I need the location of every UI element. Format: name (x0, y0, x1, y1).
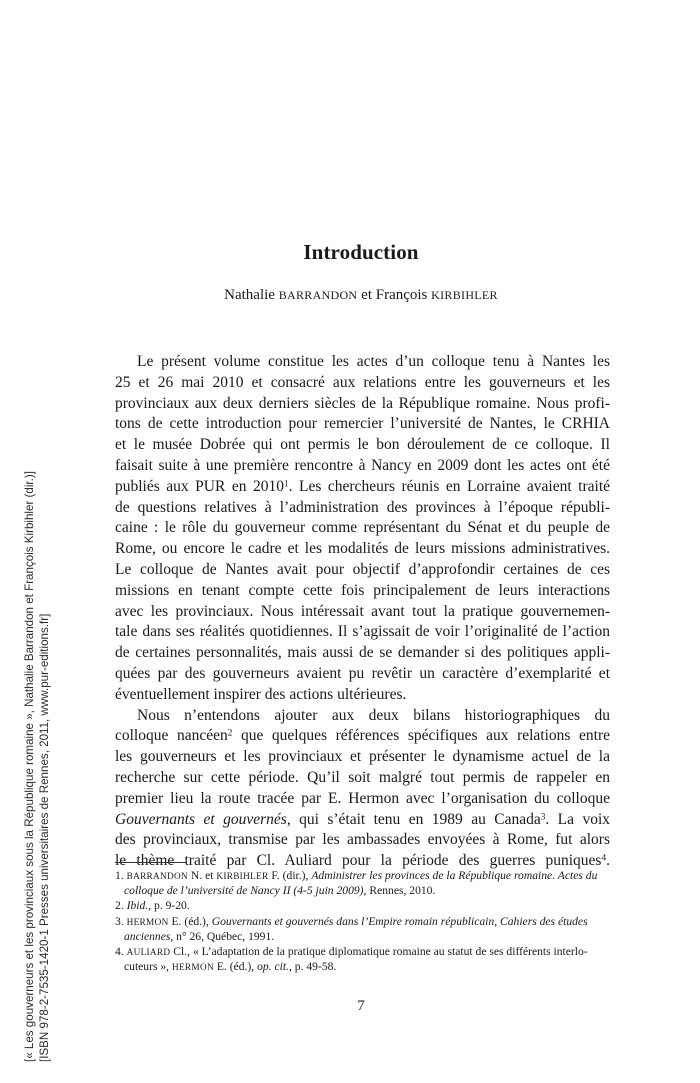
body-line: missions en tenant compte cette fois principalement de leurs interactions (115, 581, 610, 599)
body-line: de certaines personnalités, mais aussi de se demander si des politiques appli- (115, 644, 610, 662)
footnote-ref-3[interactable]: 3 (540, 811, 546, 822)
footnote-3-cont (115, 929, 610, 944)
text-run: N. et (188, 869, 217, 882)
citation-line-1: [« Les gouverneurs et les provinciaux sous la République romaine », Nathalie Barrandon et François Kirbihler (dir.)] (23, 471, 36, 1062)
text-run: F. (dir.), (268, 869, 312, 882)
author2-first-name: François (375, 287, 428, 303)
body-line: et le musée Dobrée qui ont permis le bon déroulement de ce colloque. Il (115, 436, 610, 454)
fn-author: KIRBIHLER (216, 872, 269, 882)
footnote-1-cont (115, 883, 610, 898)
footnote-number: 2. (115, 899, 124, 913)
fn-author: HERMON (126, 917, 169, 928)
body-line: recherche sur cette période. Qu’il soit malgré tout permis de rappeler en (115, 768, 610, 786)
text-run: que quelques références spécifiques aux relations entre (232, 727, 610, 745)
fn-author: HERMON (171, 963, 214, 974)
text-run: , qui s’était tenu en 1989 au Canada (286, 810, 541, 828)
footnote-number: 3. (115, 914, 124, 928)
footnote-1 (115, 868, 610, 883)
citation-line-2: [ISBN 978-2-7535-1420-1 Presses universitaires de Rennes, 2011, www.pur-editions.fr] (38, 613, 51, 1062)
footnote-4 (115, 944, 610, 959)
fn-title: Gouvernants et gouvernés dans l’Empire romain républicain, Cahiers des études (211, 914, 588, 928)
body-line: faisait suite à une première rencontre à Nancy en 2009 dont les actes ont été (115, 456, 610, 474)
fn-title: colloque de l’université de Nancy II (4-5 juin 2009) (124, 884, 364, 898)
text-run: colloque nancéen (115, 727, 228, 745)
author2-last-name: KIRBIHLER (431, 288, 498, 302)
footnote-ref-1[interactable]: 1 (283, 479, 289, 490)
chapter-title: Introduction (303, 240, 419, 264)
text-run: . La voix (545, 810, 611, 828)
fn-opcit: op. cit. (257, 960, 289, 974)
body-line (115, 810, 610, 831)
text-run: . (606, 852, 610, 870)
author1-first-name: Nathalie (224, 287, 275, 303)
body-line: les gouverneurs et les provinciaux et présenter le dynamisme actuel de la (115, 748, 610, 766)
body-line: avec les provinciaux. Nous intéressait avant tout la pratique gouvernemen- (115, 602, 610, 620)
footnote-separator (115, 862, 187, 863)
text-run: . Les chercheurs réunis en Lorraine avaient traité (288, 477, 611, 495)
body-line: caine : le rôle du gouverneur comme représentant du Sénat et du peuple de (115, 519, 610, 537)
body-line (115, 726, 610, 747)
body-line: quées par des gouverneurs avaient pu revêtir un caractère d’exemplarité et (115, 664, 610, 682)
body-line: Le présent volume constitue les actes d’un colloque tenu à Nantes les (137, 353, 610, 370)
text-run: cuteurs », (124, 960, 172, 974)
footnote-ref-4[interactable]: 4 (601, 853, 607, 864)
page-number: 7 (357, 998, 365, 1014)
body-line: de questions relatives à l’administration des provinces à l’époque républi- (115, 498, 610, 516)
body-line: tons de cette introduction pour remercier l’université de Nantes, le CRHIA (115, 415, 610, 433)
text-run: E. (éd.), (213, 960, 258, 974)
footnote-3 (115, 914, 610, 929)
fn-author: BARRANDON (126, 872, 188, 882)
text-run: Cl., « L’adaptation de la pratique diplomatique romaine au statut de ses différents interlo- (170, 944, 588, 958)
text-run: , p. 49-58. (288, 960, 337, 974)
fn-title: anciennes (124, 929, 171, 943)
footnote-number: 4. (115, 944, 124, 958)
footnotes (115, 868, 610, 974)
fn-title: Administrer les provinces de la République romaine. Actes du (311, 869, 598, 882)
text-run: E. (éd.), (168, 914, 212, 928)
italic-title: Gouvernants et gouvernés (115, 810, 287, 828)
author-conjunction: et (361, 287, 372, 303)
body-line: premier lieu la route tracée par E. Hermon avec l’organisation du colloque (115, 789, 610, 807)
footnote-2 (115, 898, 610, 913)
body-line: provinciaux aux deux derniers siècles de la République romaine. Nous profi- (115, 394, 610, 412)
text-run: , n° 26, Québec, 1991. (170, 929, 275, 943)
author1-last-name: BARRANDON (278, 288, 358, 302)
body-line: Rome, ou encore le cadre et les modalités de leurs missions administratives. (115, 540, 610, 558)
text-run: le thème traité par Cl. Auliard pour la période des guerres puniques (115, 852, 602, 870)
body-line: Le colloque de Nantes avait pour objectif d’approfondir certaines de ces (115, 560, 610, 578)
footnote-ref-2[interactable]: 2 (227, 728, 233, 739)
fn-author: AULIARD (126, 947, 171, 958)
body-line: 25 et 26 mai 2010 et consacré aux relations entre les gouverneurs et les (115, 373, 610, 391)
footnote-4-cont (115, 959, 610, 974)
fn-ibid: Ibid. (126, 899, 149, 913)
body-text (115, 352, 610, 872)
citation-sidebar (22, 382, 52, 1062)
text-run: , p. 9-20. (148, 899, 190, 913)
body-line: éventuellement inspirer des actions ultérieures. (115, 685, 407, 703)
footnote-number: 1. (115, 869, 124, 882)
text-run: , Rennes, 2010. (363, 884, 436, 898)
body-line: Nous n’entendons ajouter aux deux bilans historiographiques du (137, 706, 610, 724)
body-line: tale dans ses réalités quotidiennes. Il s’agissait de voir l’originalité de l’action (115, 623, 610, 641)
body-line: des provinciaux, transmise par les ambassades envoyées à Rome, fut alors (115, 831, 610, 849)
text-run: publiés aux PUR en 2010 (115, 477, 284, 495)
body-line (115, 477, 610, 498)
chapter-authors (0, 287, 700, 304)
